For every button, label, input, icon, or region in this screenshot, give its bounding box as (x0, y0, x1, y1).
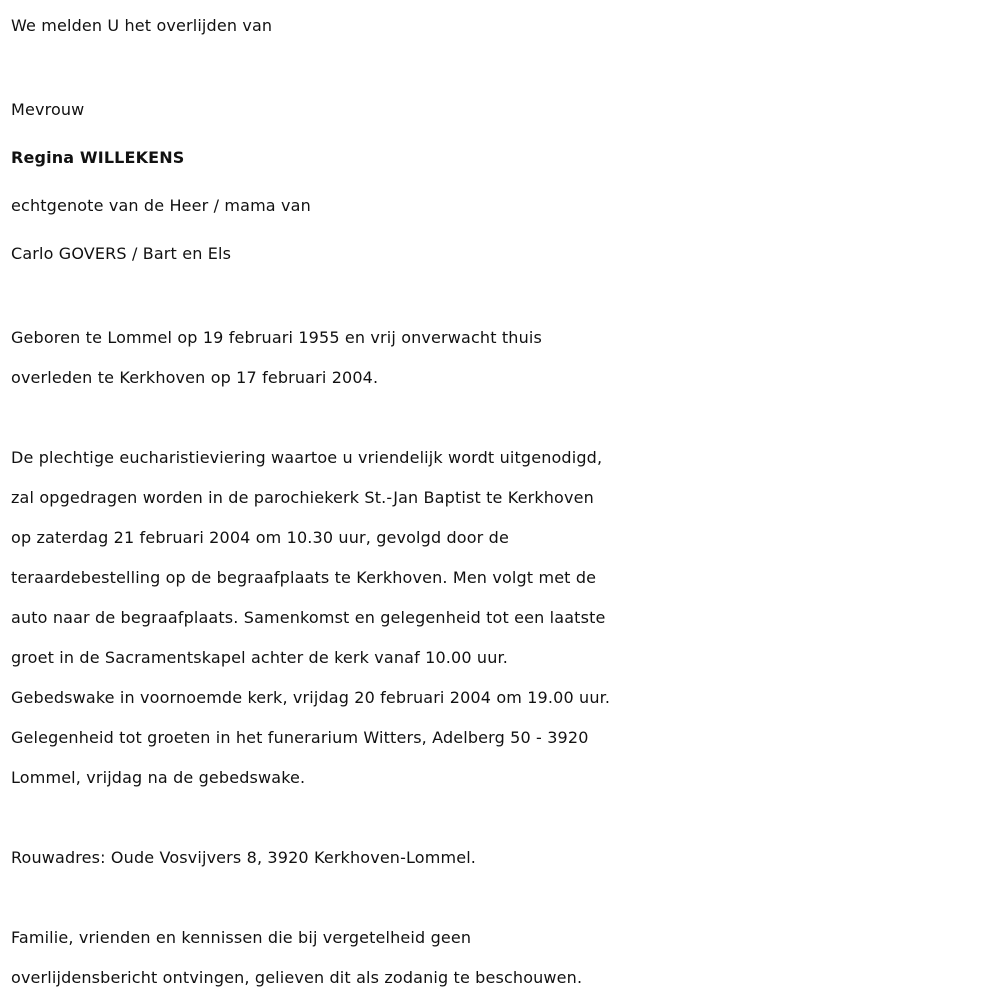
ceremony-line: zal opgedragen worden in de parochiekerk St.-Jan Baptist te Kerkhoven (11, 488, 594, 507)
deceased-name: Regina WILLEKENS (11, 148, 185, 167)
honorific: Mevrouw (11, 100, 85, 119)
ceremony-line: op zaterdag 21 februari 2004 om 10.30 uur, gevolgd door de (11, 528, 509, 547)
closing-line: Familie, vrienden en kennissen die bij vergetelheid geen (11, 928, 472, 947)
spacer (11, 46, 996, 86)
spacer (11, 398, 996, 438)
ceremony-line: Gebedswake in voornoemde kerk, vrijdag 20 februari 2004 om 19.00 uur. (11, 688, 611, 707)
mourning-address: Rouwadres: Oude Vosvijvers 8, 3920 Kerkhoven-Lommel. (11, 848, 477, 867)
relation-line-2: Carlo GOVERS / Bart en Els (11, 244, 232, 263)
relation-line-1: echtgenote van de Heer / mama van (11, 196, 311, 215)
ceremony-line: Lommel, vrijdag na de gebedswake. (11, 768, 306, 787)
birth-death-line-2: overleden te Kerkhoven op 17 februari 2004. (11, 368, 379, 387)
ceremony-line: De plechtige eucharistieviering waartoe u vriendelijk wordt uitgenodigd, (11, 448, 603, 467)
birth-death-line-1: Geboren te Lommel op 19 februari 1955 en vrij onverwacht thuis (11, 328, 542, 347)
spacer (11, 278, 996, 318)
ceremony-line: groet in de Sacramentskapel achter de kerk vanaf 10.00 uur. (11, 648, 509, 667)
obituary-notice (11, 6, 996, 998)
spacer (11, 798, 996, 838)
intro-line: We melden U het overlijden van (11, 16, 273, 35)
ceremony-line: Gelegenheid tot groeten in het funerarium Witters, Adelberg 50 - 3920 (11, 728, 589, 747)
ceremony-line: teraardebestelling op de begraafplaats te Kerkhoven. Men volgt met de (11, 568, 597, 587)
closing-line: overlijdensbericht ontvingen, gelieven dit als zodanig te beschouwen. (11, 968, 583, 987)
spacer (11, 878, 996, 918)
ceremony-line: auto naar de begraafplaats. Samenkomst en gelegenheid tot een laatste (11, 608, 606, 627)
